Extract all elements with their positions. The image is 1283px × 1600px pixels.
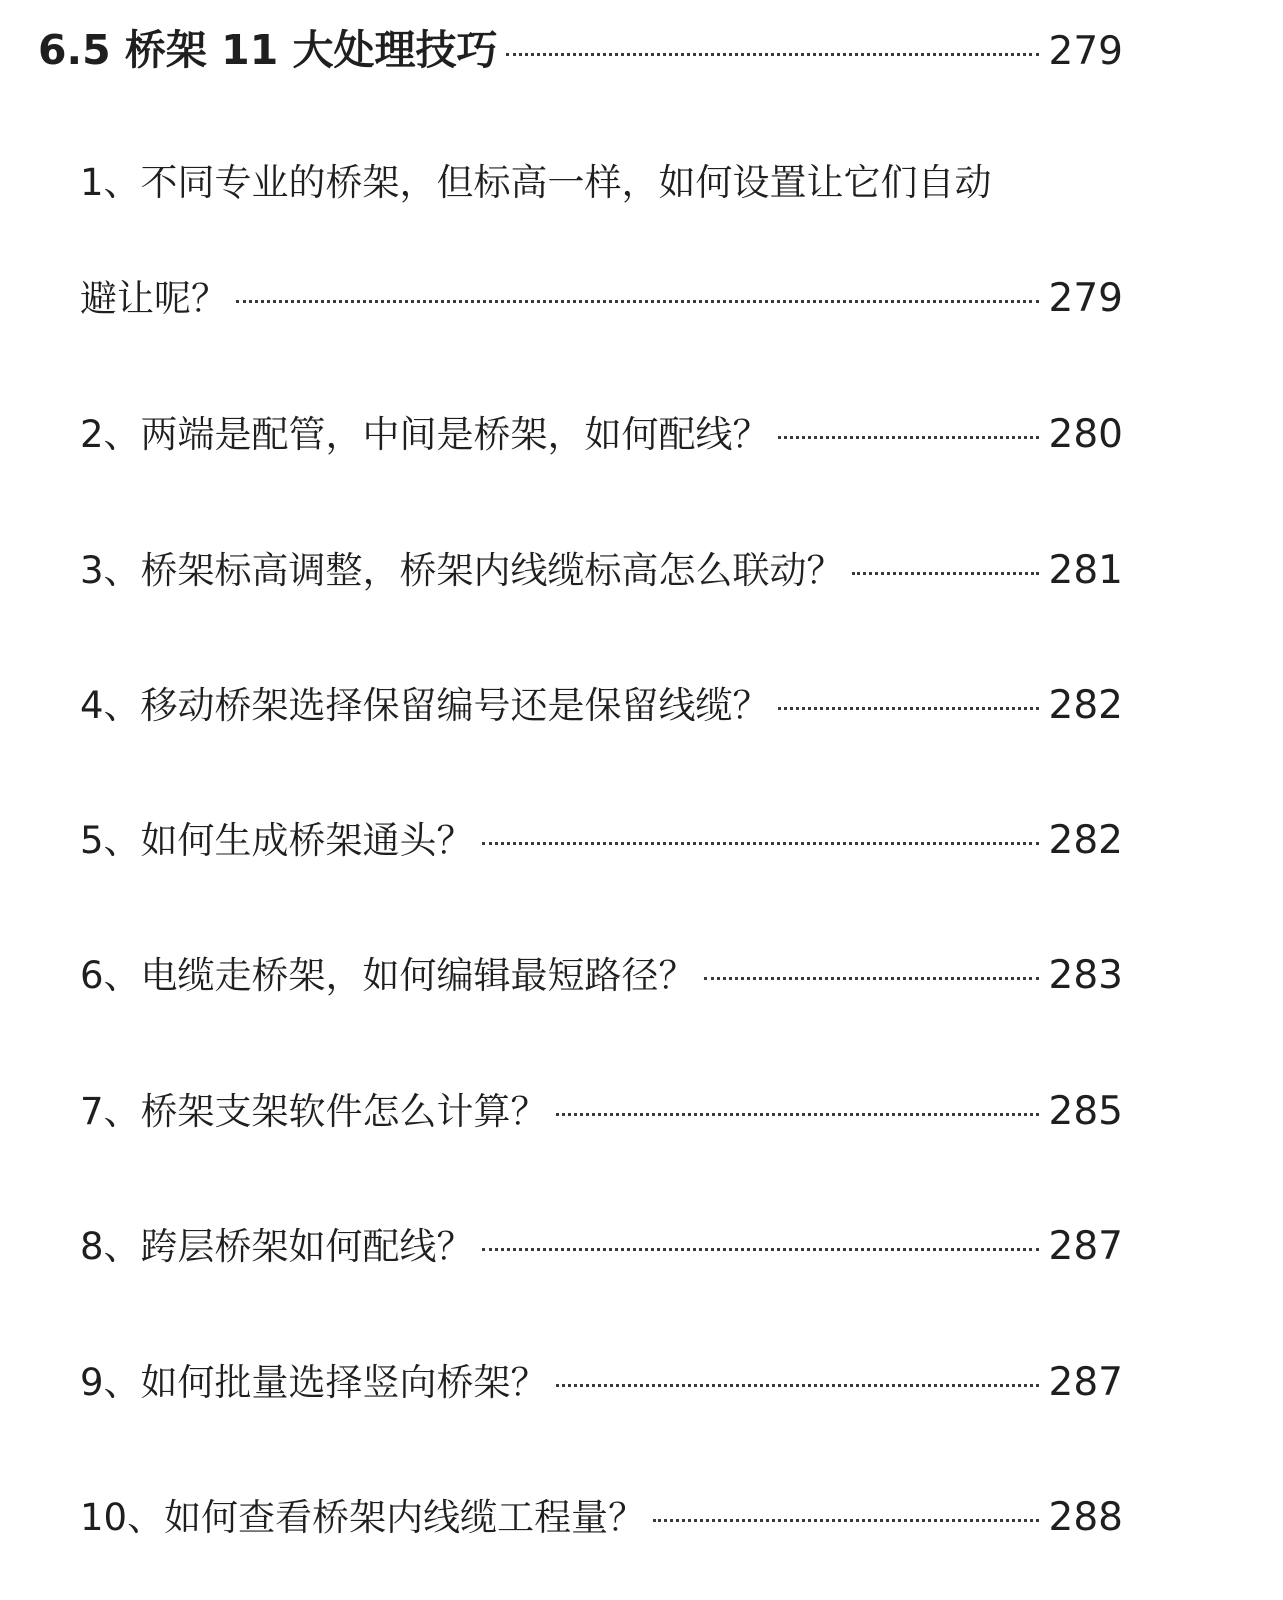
dot-leader [653,1519,1038,1522]
dot-leader [482,842,1039,845]
page-number: 285 [1048,1089,1123,1134]
page-number: 280 [1048,412,1123,457]
toc-entry-7[interactable] [80,1082,1123,1142]
dot-leader [556,1384,1039,1387]
dot-leader [236,300,1039,303]
page-number: 282 [1048,818,1123,863]
entry-text: 7、桥架支架软件怎么计算？ [80,1090,548,1133]
toc-entry-8[interactable] [80,1217,1123,1277]
entry-text: 9、如何批量选择竖向桥架？ [80,1361,548,1404]
dot-leader [778,436,1039,439]
toc-entry-4[interactable] [80,676,1123,736]
page-number: 281 [1048,548,1123,593]
toc-section-heading[interactable] [38,20,1123,80]
toc-entry-3[interactable] [80,541,1123,601]
entry-text: 2、两端是配管，中间是桥架，如何配线？ [80,413,770,456]
entry-text-line1: 1、不同专业的桥架，但标高一样，如何设置让它们自动 [80,161,992,204]
entry-text: 6、电缆走桥架，如何编辑最短路径？ [80,954,696,997]
toc-entry-9[interactable] [80,1353,1123,1413]
toc-entry-10[interactable] [80,1488,1123,1548]
page-number: 287 [1048,1360,1123,1405]
page-number: 287 [1048,1224,1123,1269]
toc-entry-2[interactable] [80,405,1123,465]
page-number: 279 [1048,29,1123,74]
toc-entry-1[interactable] [80,153,1123,329]
entry-text: 3、桥架标高调整，桥架内线缆标高怎么联动？ [80,549,844,592]
entry-text-line2: 避让呢？ [80,277,228,320]
toc-entry-6[interactable] [80,946,1123,1006]
dot-leader [778,707,1039,710]
dot-leader [704,977,1039,980]
page-number: 282 [1048,683,1123,728]
entry-text: 10、如何查看桥架内线缆工程量？ [80,1496,646,1539]
dot-leader [506,53,1039,56]
section-title: 6.5 桥架 11 大处理技巧 [38,26,498,74]
entry-text: 4、移动桥架选择保留编号还是保留线缆？ [80,684,770,727]
dot-leader [852,572,1039,575]
page-number: 283 [1048,953,1123,998]
entry-text: 5、如何生成桥架通头？ [80,819,474,862]
page-number: 288 [1048,1495,1123,1540]
dot-leader [556,1113,1039,1116]
dot-leader [482,1248,1039,1251]
toc-entry-5[interactable] [80,811,1123,871]
entry-text: 8、跨层桥架如何配线？ [80,1225,474,1268]
page-number: 279 [1048,276,1123,321]
